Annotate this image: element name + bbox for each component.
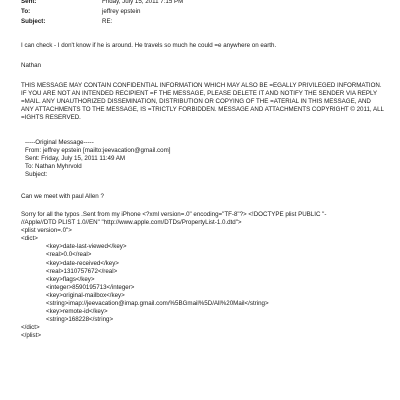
subject-label: Subject: — [21, 18, 46, 25]
dict-item: <string>168228</string> — [46, 316, 114, 324]
subject-row — [21, 18, 391, 26]
to-value: jeffrey epstein — [102, 8, 141, 15]
original-separator: -----Original Message----- — [25, 139, 94, 146]
dict-item: <real>1310757672</real> — [46, 267, 118, 275]
disclaimer-line: =MAIL. ANY UNAUTHORIZED DISSEMINATION, DISTRIBUTION OR COPYING OF THE =ATERIAL IN THIS MESSAGE, AND — [21, 98, 371, 106]
original-sent: Sent: Friday, July 15, 2011 11:49 AM — [25, 155, 126, 163]
sent-row — [21, 0, 391, 6]
to-row — [21, 8, 391, 16]
dict-item: <key>remote-id</key> — [46, 308, 108, 316]
reply-signature: Nathan — [21, 62, 41, 69]
sent-value: Friday, July 15, 2011 7:15 PM — [102, 0, 184, 5]
disclaimer-line: ANY ATTACHMENTS TO THE MESSAGE, IS =TRICTLY FORBIDDEN. MESSAGE AND ATTACHMENTS COPYRIGHT © 2011, ALL — [21, 106, 384, 114]
plist-close-tag: </plist> — [21, 332, 41, 340]
to-label: To: — [21, 8, 31, 15]
original-from: From: jeffrey epstein [mailto:jeevacation@gmail.com] — [25, 147, 171, 155]
dict-item: <key>flags</key> — [46, 275, 95, 283]
dict-item: <key>date-last-viewed</key> — [46, 243, 127, 251]
plist-open-tag: <plist version=.0"> — [21, 227, 72, 235]
dict-item: <real>0.0</real> — [46, 251, 92, 259]
dict-item: <key>date-received</key> — [46, 259, 119, 267]
plist-block — [21, 211, 389, 341]
dict-open-tag: <dict> — [21, 235, 38, 243]
original-message-header — [25, 139, 393, 179]
dict-close-tag: </dict> — [21, 324, 40, 332]
dict-item: <key>original-mailbox</key> — [46, 291, 125, 299]
typos-line: Sorry for all the typos .Sent from my iPhone <?xml version=.0" encoding="TF-8"?> <!DOCTYPE plist PUBLIC "- — [21, 211, 327, 218]
original-to: To: Nathan Myhrvold — [25, 163, 82, 171]
reply-body: I can check - I don't know if he is around. He travels so much he could =e anywhere on earth. — [21, 42, 277, 49]
dict-item: <integer>8590195713</integer> — [46, 283, 135, 291]
confidentiality-disclaimer — [21, 82, 389, 122]
original-subject: Subject: — [25, 171, 48, 179]
disclaimer-line: THIS MESSAGE MAY CONTAIN CONFIDENTIAL INFORMATION WHICH MAY ALSO BE =EGALLY PRIVILEGED INFORMATION. — [21, 82, 382, 89]
typos-line: //Apple//DTD PLIST 1.0//EN" "http://www.apple.com/DTDs/PropertyList-1.0.dtd"> — [21, 219, 242, 227]
dict-item: <string>imap://jeevacation@imap.gmail.com/%5BGmail%5D/All%20Mail</string> — [46, 300, 269, 308]
sent-label: Sent: — [21, 0, 37, 5]
disclaimer-line: =IGHTS RESERVED. — [21, 114, 81, 122]
subject-value: RE: — [102, 18, 113, 25]
disclaimer-line: IF YOU ARE NOT AN INTENDED RECIPIENT =F THE MESSAGE, PLEASE DELETE IT AND NOTIFY THE SENDER VIA REPLY — [21, 90, 378, 98]
original-body: Can we meet with paul Allen ? — [21, 193, 104, 200]
